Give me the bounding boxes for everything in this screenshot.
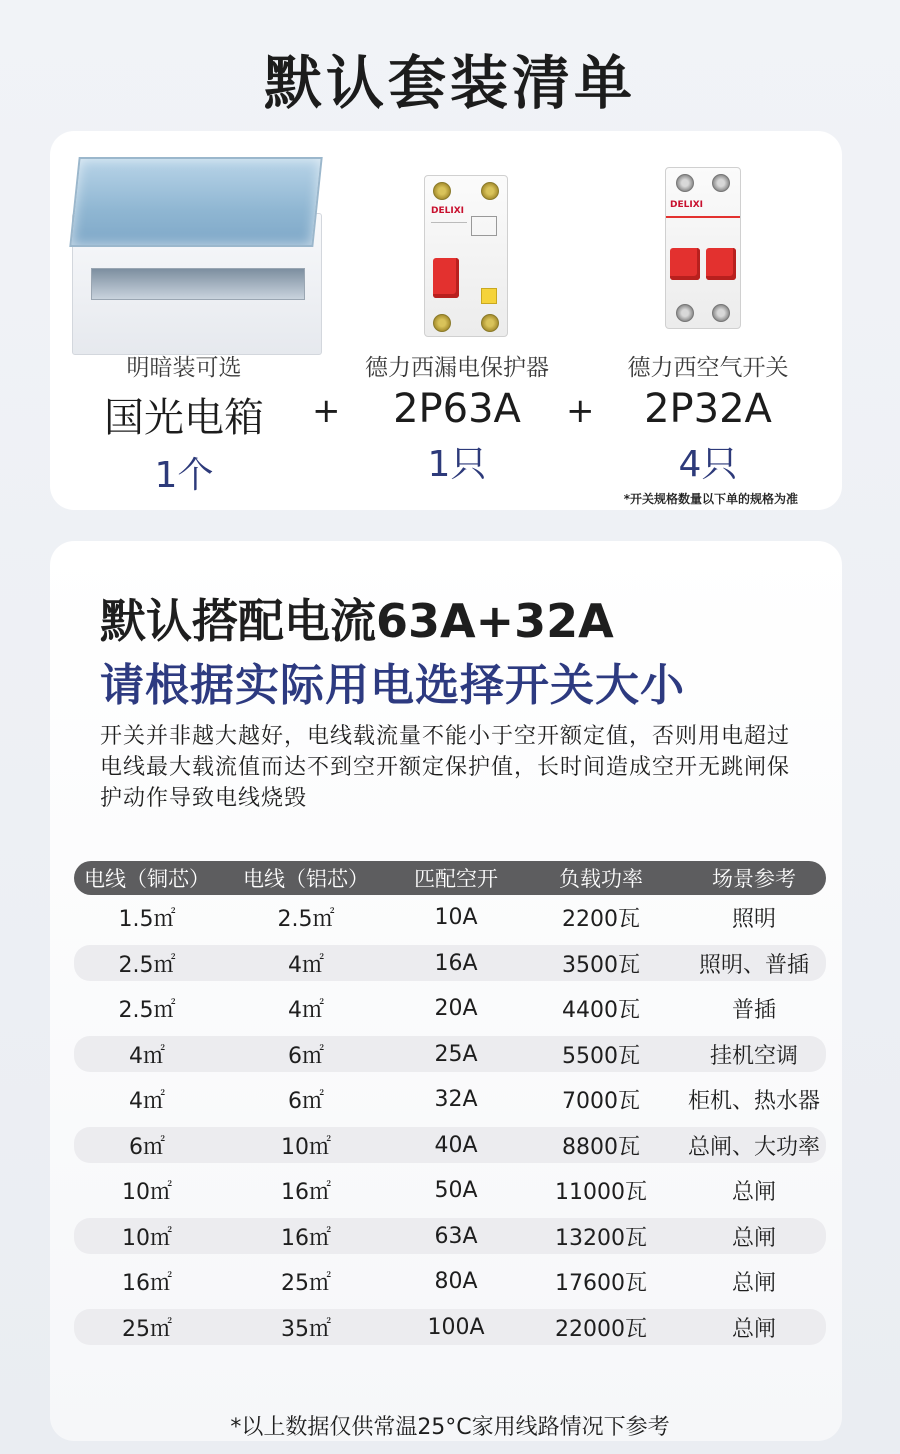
header-cell: 电线（铝芯） xyxy=(243,867,369,891)
product-note: *开关规格数量以下单的规格为准 xyxy=(623,492,798,506)
plus-sign: + xyxy=(566,391,595,431)
table-cell: 10㎡ xyxy=(122,1180,172,1206)
table-cell: 16㎡ xyxy=(122,1271,172,1297)
distribution-box-image xyxy=(72,157,320,329)
header-cell: 匹配空开 xyxy=(414,867,498,891)
table-cell: 16㎡ xyxy=(281,1225,331,1251)
table-cell: 40A xyxy=(434,1132,478,1158)
table-cell: 4㎡ xyxy=(288,952,324,978)
table-cell: 总闸 xyxy=(731,1271,776,1297)
table-cell: 10㎡ xyxy=(281,1134,331,1160)
page-title: 默认套装清单 xyxy=(263,49,636,117)
table-cell: 总闸 xyxy=(731,1180,776,1206)
product-name: 2P63A xyxy=(393,386,521,432)
table-cell: 25㎡ xyxy=(281,1271,331,1297)
footnote: *以上数据仅供常温25°C家用线路情况下参考 xyxy=(230,1415,670,1440)
table-row xyxy=(74,1036,826,1072)
air-switch-image xyxy=(665,167,741,329)
table-cell: 11000瓦 xyxy=(555,1180,647,1206)
table-row xyxy=(74,1127,826,1163)
table-cell: 13200瓦 xyxy=(555,1225,647,1251)
product-qty: 4只 xyxy=(678,444,738,485)
product-set-card xyxy=(50,131,842,510)
table-cell: 8800瓦 xyxy=(562,1134,640,1160)
table-cell: 4㎡ xyxy=(288,998,324,1024)
table-cell: 总闸、大功率 xyxy=(687,1134,820,1160)
table-row xyxy=(74,1259,826,1305)
table-cell: 35㎡ xyxy=(281,1316,331,1342)
table-row xyxy=(74,1309,826,1345)
product-name: 2P32A xyxy=(644,386,772,432)
rcbo-breaker-image xyxy=(424,175,508,337)
table-cell: 总闸 xyxy=(731,1225,776,1251)
table-cell: 照明 xyxy=(731,907,776,933)
product-sub: 德力西空气开关 xyxy=(627,355,789,381)
header-cell: 电线（铜芯） xyxy=(84,867,210,891)
table-cell: 10㎡ xyxy=(122,1225,172,1251)
table-cell: 17600瓦 xyxy=(555,1271,647,1297)
explanation-text: 开关并非越大越好，电线载流量不能小于空开额定值，否则用电超过电线最大载流值而达不到空开额定保护值，长时间造成空开无跳闸保护动作导致电线烧毁 xyxy=(100,724,791,811)
table-cell: 3500瓦 xyxy=(562,952,640,978)
wire-spec-table xyxy=(74,861,826,1350)
product-rcbo xyxy=(346,349,568,487)
table-cell: 20A xyxy=(434,996,478,1022)
table-row xyxy=(74,1218,826,1254)
table-cell: 1.5㎡ xyxy=(118,907,176,933)
table-cell: 柜机、热水器 xyxy=(687,1089,820,1115)
table-cell: 16㎡ xyxy=(281,1180,331,1206)
product-enclosure xyxy=(84,349,284,498)
product-qty: 1只 xyxy=(427,444,487,485)
table-cell: 2.5㎡ xyxy=(118,998,176,1024)
table-cell: 4㎡ xyxy=(129,1089,165,1115)
product-qty: 1个 xyxy=(154,455,214,496)
product-sub: 明暗装可选 xyxy=(126,355,242,381)
table-cell: 2.5㎡ xyxy=(118,952,176,978)
table-cell: 照明、普插 xyxy=(698,952,809,978)
table-row xyxy=(74,986,826,1032)
table-cell: 63A xyxy=(434,1223,478,1249)
header-cell: 场景参考 xyxy=(712,867,796,891)
section-subheading: 请根据实际用电选择开关大小 xyxy=(100,660,685,711)
table-cell: 6㎡ xyxy=(129,1134,165,1160)
table-cell: 4㎡ xyxy=(129,1043,165,1069)
table-cell: 22000瓦 xyxy=(555,1316,647,1342)
table-cell: 10A xyxy=(434,905,478,931)
table-cell: 挂机空调 xyxy=(709,1043,798,1069)
brand-logo: DELIXI xyxy=(670,200,703,210)
table-cell: 16A xyxy=(434,950,478,976)
product-name: 国光电箱 xyxy=(104,395,264,441)
table-cell: 4400瓦 xyxy=(562,998,640,1024)
current-guide-card xyxy=(50,541,842,1441)
table-row xyxy=(74,1168,826,1214)
table-cell: 2.5㎡ xyxy=(277,907,335,933)
table-cell: 100A xyxy=(427,1314,485,1340)
table-cell: 6㎡ xyxy=(288,1089,324,1115)
table-header xyxy=(74,861,826,895)
product-air-switch xyxy=(608,349,808,487)
section-heading: 默认搭配电流63A+32A xyxy=(100,594,614,648)
brand-logo: DELIXI xyxy=(431,206,464,216)
product-sub: 德力西漏电保护器 xyxy=(365,355,549,381)
table-cell: 5500瓦 xyxy=(562,1043,640,1069)
header-cell: 负载功率 xyxy=(559,867,643,891)
table-row xyxy=(74,1077,826,1123)
table-cell: 80A xyxy=(434,1269,478,1295)
plus-sign: + xyxy=(312,391,341,431)
table-cell: 2200瓦 xyxy=(562,907,640,933)
table-cell: 总闸 xyxy=(731,1316,776,1342)
table-cell: 32A xyxy=(434,1087,478,1113)
table-row xyxy=(74,895,826,941)
table-cell: 25㎡ xyxy=(122,1316,172,1342)
table-row xyxy=(74,945,826,981)
table-cell: 50A xyxy=(434,1178,478,1204)
table-cell: 普插 xyxy=(731,998,776,1024)
table-cell: 25A xyxy=(434,1041,478,1067)
table-body xyxy=(74,895,826,1345)
table-cell: 6㎡ xyxy=(288,1043,324,1069)
table-cell: 7000瓦 xyxy=(562,1089,640,1115)
